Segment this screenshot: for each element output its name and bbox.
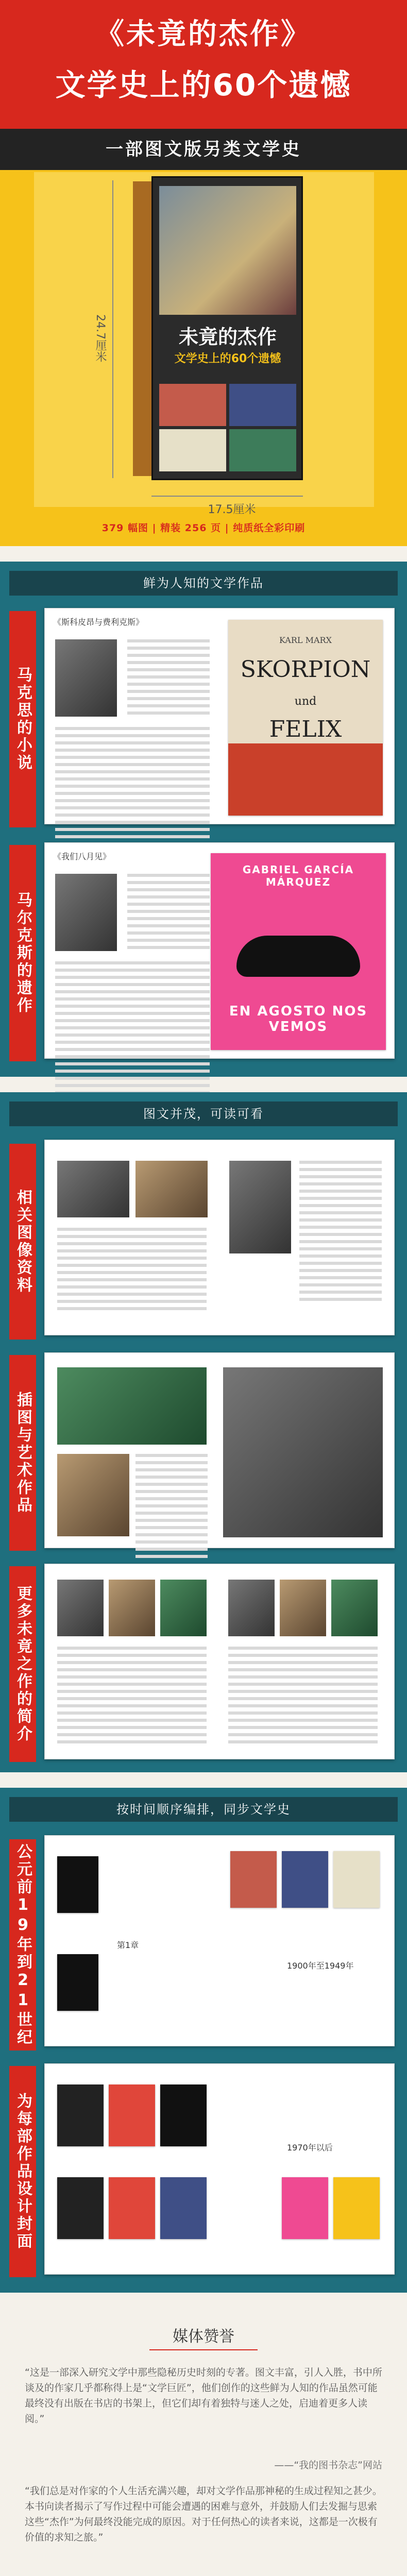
text-lines xyxy=(127,639,210,719)
thumbnail xyxy=(109,1580,155,1636)
k-cover xyxy=(57,1856,98,1913)
spread-photo xyxy=(57,1161,129,1217)
thumbnail xyxy=(280,1580,326,1636)
spread-artwork xyxy=(223,1367,383,1537)
spread-artwork xyxy=(57,1367,207,1445)
cover-tile xyxy=(229,429,296,471)
book-cover-thumb xyxy=(333,2177,380,2239)
text-lines xyxy=(127,874,210,953)
book-cover-thumb xyxy=(333,1851,380,1908)
text-lines xyxy=(135,1454,208,1562)
cover-title-line: und xyxy=(294,695,317,708)
text-lines xyxy=(299,1161,382,1305)
section-chronology xyxy=(0,1788,407,2293)
cover-tile xyxy=(229,384,296,426)
spread-photo xyxy=(135,1161,208,1217)
cover-title-line: FELIX xyxy=(269,716,342,742)
side-label-covers: 为每部作品设计封面 xyxy=(9,2066,36,2277)
side-label-marquez: 马尔克斯的遗作 xyxy=(9,845,36,1061)
section-header: 按时间顺序编排，同步文学史 xyxy=(9,1797,398,1822)
book-subtitle: 文学史上的60个遗憾 xyxy=(55,67,352,103)
width-dimension-line xyxy=(151,496,303,497)
book-cover-thumb xyxy=(160,2084,207,2146)
section-illustrated xyxy=(0,1092,407,1772)
tagline: 一部图文版另类文学史 xyxy=(106,139,301,160)
cover-tile-grid xyxy=(159,384,296,471)
spread-title: 《我们八月见》 xyxy=(53,852,111,861)
cover-illustration xyxy=(159,186,296,315)
book-spread-images xyxy=(44,1140,395,1335)
book-cover-thumb xyxy=(230,1851,277,1908)
book-spread-covers xyxy=(44,2063,395,2275)
book-cover-thumb xyxy=(109,2177,155,2239)
thumbnail xyxy=(331,1580,378,1636)
text-lines xyxy=(57,1647,207,1748)
text-lines xyxy=(55,961,210,1098)
cover-title xyxy=(228,656,383,743)
text-lines xyxy=(57,1228,207,1314)
book-stats: 379 幅图 | 精装 256 页 | 纯质纸全彩印刷 xyxy=(101,522,306,534)
mustache-icon xyxy=(236,936,360,977)
book-spread-marquez xyxy=(44,842,395,1059)
book-spread-summaries xyxy=(44,1564,395,1759)
height-dimension-label: 24.7厘米 xyxy=(94,314,107,362)
quote-by: ——“我的图书杂志”网站 xyxy=(274,2460,382,2471)
height-dimension-line xyxy=(112,180,113,478)
marx-portrait xyxy=(55,639,117,717)
quote-text: “这是一部深入研究文学中那些隐秘历史时刻的专著。图文丰富，引人入胜，书中所谈及的作家几乎都称得上是“文学巨匠”，他们创作的这些鲜为人知的作品虽然可能最终没有出版在书店的书架上，但它们却有着独特与迷人之处，启迪着更多人读阅。” xyxy=(25,2367,382,2425)
book-spine xyxy=(133,181,151,476)
book-cover-thumb xyxy=(57,2177,104,2239)
cover-color-band xyxy=(228,743,383,816)
cover-subtitle: 文学史上的60个遗憾 xyxy=(174,352,281,365)
cover-tile xyxy=(159,384,226,426)
spread-photo xyxy=(229,1161,291,1253)
cover-tile xyxy=(159,429,226,471)
thumbnail xyxy=(160,1580,207,1636)
side-label-art: 插图与艺术作品 xyxy=(9,1355,36,1551)
cover-title: 未竟的杰作 xyxy=(178,325,277,348)
thumbnail xyxy=(228,1580,275,1636)
text-lines xyxy=(228,1647,378,1748)
quote-text: “我们总是对作家的个人生活充满兴趣，却对文学作品那神秘的生成过程知之甚少。本书向读者揭示了写作过程中可能会遭遇的困难与意外，并鼓励人们去发掘与思索这些“杰作”为何最终没能完成的原因。对于任何热心的读者来说，这都是一次极有价值的求知之旅。” xyxy=(25,2485,382,2543)
section-header: 鲜为人知的文学作品 xyxy=(9,571,398,596)
book-cover-en-agosto xyxy=(211,853,386,1050)
chapter-label: 第1章 xyxy=(117,1940,139,1950)
media-section xyxy=(0,2303,407,2576)
book-cover-skorpion xyxy=(228,620,383,816)
book-spread-chronology xyxy=(44,1835,395,2046)
book-cover-thumb xyxy=(160,2177,207,2239)
hero-section xyxy=(0,0,407,546)
cover-title-line: SKORPION xyxy=(240,656,371,683)
section-known-works xyxy=(0,562,407,1077)
book-cover xyxy=(151,176,303,480)
side-label-images: 相关图像资料 xyxy=(9,1144,36,1340)
side-label-marx: 马克思的小说 xyxy=(9,611,36,827)
cover-author: GABRIEL GARCÍA MÁRQUEZ xyxy=(242,863,354,888)
media-title: 媒体赞誉 xyxy=(173,2328,234,2346)
book-3d-mockup xyxy=(133,176,303,480)
book-title: 《未竟的杰作》 xyxy=(95,18,312,51)
side-label-summaries: 更多未竟之作的简介 xyxy=(9,1566,36,1762)
thumbnail xyxy=(57,1580,104,1636)
cover-author: KARL MARX xyxy=(279,635,332,645)
spread-title: 《斯科皮昂与费利克斯》 xyxy=(53,617,144,627)
book-cover-thumb xyxy=(109,2084,155,2146)
side-label-timeline: 公元前19年到21世纪 xyxy=(9,1839,36,2050)
book-spread-marx xyxy=(44,608,395,824)
book-cover-thumb xyxy=(282,2177,328,2239)
book-spread-art xyxy=(44,1352,395,1548)
book-cover-thumb xyxy=(282,1851,328,1908)
k-cover xyxy=(57,1954,98,2011)
cover-title: EN AGOSTO NOS VEMOS xyxy=(229,1004,368,1035)
spread-artwork xyxy=(57,1454,129,1536)
width-dimension-label: 17.5厘米 xyxy=(208,503,256,516)
title-rule xyxy=(149,2349,258,2350)
section-header: 图文并茂，可读可看 xyxy=(9,1101,398,1126)
date-label: 1900年至1949年 xyxy=(287,1961,354,1971)
marquez-portrait xyxy=(55,874,117,951)
date-label: 1970年以后 xyxy=(287,2143,333,2153)
book-cover-thumb xyxy=(57,2084,104,2146)
